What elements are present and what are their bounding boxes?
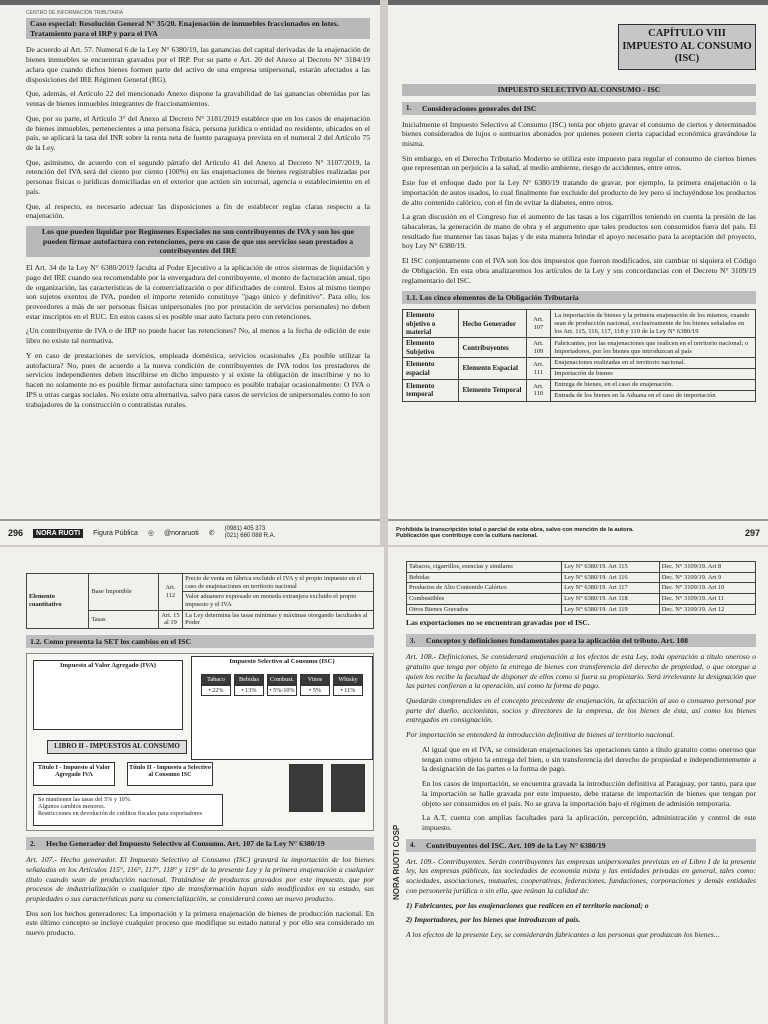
rate-col	[333, 674, 363, 696]
table-row	[403, 338, 756, 358]
section-number: 3.	[410, 636, 416, 645]
table-cell: Tasas	[89, 610, 158, 628]
section-heading	[406, 839, 756, 852]
page-297	[388, 0, 768, 545]
footer-notice	[396, 527, 634, 540]
taxed-goods-table	[406, 561, 756, 615]
rate-value: • 13%	[234, 685, 264, 696]
table-cell: Dec. N° 3109/19. Art 10	[659, 583, 755, 594]
case-title: Caso especial: Resolución General N° 35/20. Enajenación de inmuebles fraccionados en lotes. Tratamiento para el IRP y para el IVA	[26, 18, 370, 39]
table-cell: La Ley determina las tasas mínimas y máximas otorgando facultades al Poder	[183, 610, 374, 628]
table-cell: Dec. N° 3109/19. Art 9	[659, 572, 755, 583]
table-cell: Art. 107	[526, 310, 551, 338]
table-cell: Ley N° 6380/19. Art 117	[562, 583, 660, 594]
paragraph: Que, por su parte, el Artículo 3° del Anexo al Decreto N° 3181/2019 establece que en los casos de enajenación de bienes inmuebles, pertenecientes a una persona física, persona jurídica o entidad no residente, ubicados en el país, se aplicará la tasa del INR sobre la renta neta de fuente paraguaya prevista en el numeral 2 del Artículo 75 de la Ley.	[26, 113, 370, 152]
table-cell: La importación de bienes y la primera enajenación de los mismos, cuando sean de producción nacional, exclusivamente de los bienes señalados en los Art. 115, 116, 117, 118 y 119 de la Ley N° 6380/19	[551, 310, 756, 338]
table-cell: Importación de bienes	[551, 369, 756, 380]
rate-col-label: Tabaco	[201, 674, 231, 685]
list-item: 1) Fabricantes, por las enajenaciones que realicen en el territorio nacional; o	[406, 900, 649, 910]
page-296	[0, 0, 380, 545]
section-number: 4.	[410, 841, 416, 850]
rate-col-label: Bebidas	[234, 674, 264, 685]
side-watermark: NORA RUOTI COSP	[392, 824, 401, 900]
notice-line: Publicación que contribuye con la cultura nacional.	[396, 533, 538, 539]
chapter-title: IMPUESTO AL CONSUMO (ISC)	[622, 40, 752, 65]
page-number: 296	[8, 528, 24, 538]
table-cell: Art. 111	[526, 358, 551, 380]
rate-col-label: Vinos	[300, 674, 330, 685]
page-bottom-left	[0, 547, 384, 1024]
article-text: A los efectos de la presente Ley, se considerarán fabricantes a las personas que produzcan los bienes...	[406, 929, 720, 939]
whatsapp-icon: ✆	[208, 530, 215, 537]
table-row	[407, 594, 756, 605]
rate-col	[201, 674, 231, 696]
section-title: Consideraciones generales del ISC	[422, 103, 537, 113]
table-row	[407, 562, 756, 573]
chapter-box	[618, 24, 756, 70]
rate-value: • 5%-10%	[267, 685, 297, 696]
paragraph: Y en caso de prestaciones de servicios, empleada doméstica, servicios ocasionales ¿Es posible utilizar la autofactura? No, pues de acuerdo a la nueva condición de contribuyentes de IVA todos los prestadores de servicios independientes deben inscribirse en dicho impuesto y si existe la obligación de inscribirse y no lo hacen no solamente no es posible firmar autofactura sino tampoco es posible trabajar ocasionalmente: O IVA o IPS u otras cargas sociales. No existe otra alternativa, salvo para casos de servicios de unipersonales como lo son trabajadores de la construcción o contratistas rurales.	[26, 350, 370, 409]
brand-sub: Figura Pública	[93, 529, 138, 537]
elements-table	[402, 309, 756, 402]
section-number: 2.	[30, 839, 36, 848]
paragraph: En los casos de importación, se encuentra gravada la introducción definitiva al Paraguay, por tanto, para que la importación se halle gravada por este impuesto, debe tratarse de importación de bienes que tengan por objeto ser consumidos en el país. No se grava la importación bajo el régimen de admisión temporaria.	[422, 779, 756, 808]
table-row	[403, 380, 756, 391]
table-cell: Elemento Espacial	[459, 358, 526, 380]
phones	[225, 526, 276, 539]
social-handle: @noraruoti	[163, 529, 199, 537]
paragraph: El Art. 34 de la Ley N° 6380/2019 faculta al Poder Ejecutivo a la aplicación de otros sistemas de liquidación y pago del IRE cuando sea recomendable por la envergadura del contribuyente, el monto de facturación anual, tipo de organización, las características de la comercialización o por dificultades de control. Estos al mismo tiempo son sujetos exentos de IVA, pueden el importe retenido constituye "pago único y definitivo". Para ello, los proveedores a más de ser personas físicas unipersonales (no por prestación de servicios personales) no deben estar inscriptos en el RUC. En estos casos sí es posible usar auto factura pero con retenciones.	[26, 263, 370, 321]
notice-line: Prohibida la transcripción total o parcial de esta obra, salvo con mención de la autora.	[396, 526, 634, 533]
section-title: Conceptos y definiciones fundamentales para la aplicación del tributo. Art. 108	[426, 636, 689, 646]
instagram-icon: ◎	[147, 530, 154, 537]
section-title: 1.1. Los cinco elementos de la Obligación Tributaria	[406, 293, 579, 303]
paragraph: Inicialmente el Impuesto Selectivo al Consumo (ISC) tenía por objeto gravar el consumo de ciertos y determinados bienes considerados de lujos o suntuarios abonados por quienes poseen cierta capacidad económica gravándose la misma.	[402, 119, 756, 148]
table-cell: Elemento cuantitativo	[27, 574, 89, 629]
book-cover-image	[289, 764, 323, 812]
notes-box	[33, 794, 223, 826]
page-number: 297	[744, 528, 760, 538]
article-text: Art. 107.- Hecho generador. El Impuesto Selectivo al Consumo (ISC) gravará la importación de los bienes señalados en los Artículos 115°, 116°, 117°, 118° y 119° de la presente Ley y la primera enajenación a cualquier título cuando sean de producción nacional. Tratándose de productos gravados por este impuesto, que por procesos de industrialización o cualquier tipo de transformación hayan sido modificados en su estado, sus propiedades o sus características para su comercialización, se considerará como un nuevo producto.	[26, 855, 374, 903]
section-band: IMPUESTO SELECTIVO AL CONSUMO - ISC	[402, 84, 756, 96]
page-bottom-right	[388, 547, 768, 1024]
table-cell: Productos de Alto Contenido Calórico	[407, 583, 562, 594]
page-footer	[0, 519, 380, 545]
table-cell: Ley N° 6380/19. Art 119	[562, 604, 660, 615]
table-cell: Precio de venta en fábrica excluido el IVA y el propio impuesto en el caso de enajenaciones en territorio nacional	[183, 574, 374, 592]
page-footer	[388, 519, 768, 545]
table-cell: Ley N° 6380/19. Art 118	[562, 594, 660, 605]
table-cell: Elemento Temporal	[459, 380, 526, 402]
subsection-heading	[402, 291, 756, 304]
table-cell: Dec. N° 3109/19. Art 8	[659, 562, 755, 573]
table-cell: Entrega de bienes, en el caso de enajenación.	[551, 380, 756, 391]
table-cell: Contribuyentes	[459, 338, 526, 358]
section-heading	[402, 102, 756, 115]
rate-col-label: Whisky	[333, 674, 363, 685]
paragraph: Que, asimismo, de acuerdo con el segundo párrafo del Artículo 41 del Anexo al Decreto N° 3107/2019, la retención del IVA será del ciento por ciento (100%) en las enajenaciones de bienes registrables realizadas por personas físicas o jurídicas domiciliadas en el exterior que actúen sin sucursal, agencia o establecimiento en el país.	[26, 157, 370, 196]
section-title: 1.2. Como presenta la SET los cambios en el ISC	[30, 637, 192, 647]
section-title: Hecho Generador del Impuesto Selectivo al Consumo. Art. 107 de la Ley N° 6380/19	[46, 839, 325, 849]
table-cell: Art. 15 al 19	[158, 610, 182, 628]
table-cell: Entrada de los bienes en la Aduana en el caso de importación	[551, 390, 756, 401]
section-heading	[26, 837, 374, 850]
slide-title: Impuesto Selectivo al Consumo (ISC)	[229, 658, 335, 666]
phone: (021) 660 088 R.A.	[224, 533, 276, 539]
table-cell: Base Imponible	[89, 574, 158, 611]
table-cell: Art. 109	[526, 338, 551, 358]
table-cell: Fabricantes, por las enajenaciones que realicen en el territorio nacional; o Importadores, por los bienes que introduzcan al país	[551, 338, 756, 358]
section-title: Contribuyentes del ISC. Art. 109 de la Ley N° 6380/19	[426, 840, 606, 850]
note-line: Restricciones en devolución de créditos fiscales para exportadores	[38, 810, 203, 818]
table-cell: Elemento espacial	[403, 358, 459, 380]
table-cell: Bebidas	[407, 572, 562, 583]
rate-col	[300, 674, 330, 696]
title-ii-box: Título II - Impuesto a Selectivo al Consumo ISC	[127, 762, 213, 786]
paragraph: Sin embargo, en el Derecho Tributario Moderno se utiliza este impuesto para regular el consumo de ciertos bienes que representan un perjuicio a la salud, al medio ambiente, riesgo de accidentes, entre otros.	[402, 153, 756, 173]
slide-title: Impuesto al Valor Agregado (IVA)	[60, 662, 156, 670]
table-cell: Hecho Generador	[459, 310, 526, 338]
quant-table	[26, 573, 374, 629]
table-cell: Otros Bienes Gravados	[407, 604, 562, 615]
table-cell: Ley N° 6380/19. Art 115	[562, 562, 660, 573]
book-cover-image	[331, 764, 365, 812]
rate-value: • 11%	[333, 685, 363, 696]
article-text: Art. 109.- Contribuyentes. Serán contribuyentes las empresas unipersonales previstas en el Libro I de la presente ley, las empresas públicas, las sociedades de economía mixta y las entidades privadas en general, tales como: sociedades, asociaciones, mutuales, cooperativas, federaciones, fundaciones, corporaciones y demás entidades con personería jurídica o sin ella, que reúnan la calidad de:	[406, 856, 756, 895]
table-row	[403, 358, 756, 369]
rate-value: • 22%	[201, 685, 231, 696]
paragraph: Al igual que en el IVA, se consideran enajenaciones las operaciones tanto a título gratuito como oneroso que tengan como objeto la entrega del bien, o sin transferencia del derecho de propiedad e independientemente a la designación de las partes o la forma de pago.	[422, 744, 756, 774]
table-cell: Elemento Subjetivo	[403, 338, 459, 358]
page-top-band	[0, 0, 380, 5]
article-text: Quedarán comprendidas en el concepto precedente de enajenación, la afectación al uso o consumo personal por parte del dueño, accionistas, socios y directores de la empresa, de los bienes de ésta, así como los bienes entregados en consignación.	[406, 696, 756, 725]
page-top-band	[388, 0, 768, 5]
note-line: Se mantienen las tasas del 5% y 10%.	[38, 796, 132, 804]
table-cell: Dec. N° 3109/19. Art 11	[659, 594, 755, 605]
table-cell: Dec. N° 3109/19. Art 12	[659, 604, 755, 615]
table-cell: Tabacos, cigarrillos, esencias y similares	[407, 562, 562, 573]
paragraph: Que, además, el Artículo 22 del mencionado Anexo dispone la gravabilidad de las ganancias obtenidas por las ventas de bienes inmuebles integrantes de fraccionamientos.	[26, 89, 370, 109]
table-cell: Elemento objetivo o material	[403, 310, 459, 338]
table-cell: Art. 112	[158, 574, 182, 611]
paragraph: La gran discusión en el Congreso fue el aumento de las tasas a los cigarrillos teniendo en cuenta la presión de las tabacaleras, la generación de mano de obra y el argumento que tales productos son consumidos fuera del país. El resultado fue mantener las tasas bajas y de esta manera brindar el apoyo necesario para la aceptación del proyecto, hoy Ley N° 6380/19.	[402, 212, 756, 251]
rate-columns	[193, 674, 371, 696]
section-number: 1.	[406, 104, 412, 113]
iva-slide	[33, 660, 183, 730]
subsection-heading	[26, 635, 374, 648]
table-cell: Art. 110	[526, 380, 551, 402]
title-i-box: Título I - Impuesto al Valor Agregado IVA	[33, 762, 115, 786]
table-cell: Elemento temporal	[403, 380, 459, 402]
paragraph: De acuerdo al Art. 57. Numeral 6 de la Ley N° 6380/19, las ganancias del capital derivadas de la enajenación de bienes inmuebles se encuentran gravados por el IRP. Por su parte e Art. 20 del Anexo al Decreto N° 3184/19 aclara que cuando dichos bienes formen parte del activo de una empresa unipersonal, estarán afectados a las disposiciones del IRE Régimen General (RG).	[26, 45, 370, 84]
paragraph: El ISC conjuntamente con el IVA son los dos impuestos que fueron modificados, sin cambiar ni siquiera el Código de Obligación. En esta obra analizaremos los artículos de la Ley y sus concordancias con el Decreto N° 3109/19 reglamentario del ISC.	[402, 256, 756, 285]
paragraph: ¿Un contribuyente de IVA o de IRP no puede hacer las retenciones? No, al menos a la fecha de edición de este libro no existe tal normativa.	[26, 326, 370, 346]
list-item: 2) Importadores, por los bienes que introduzcan al país.	[406, 915, 581, 925]
section-heading	[406, 634, 756, 647]
table-row	[403, 310, 756, 338]
table-row	[407, 583, 756, 594]
highlight-box: Los que pueden liquidar por Regímenes Especiales no son contribuyentes de IVA y son los que pueden firmar autofactura con retenciones, pero en caso de que sus servicios sean prestados a contribuyentes del IRE	[26, 226, 370, 257]
set-diagram	[26, 653, 374, 831]
table-cell: Combustibles	[407, 594, 562, 605]
chapter-number: CAPÍTULO VIII	[648, 28, 726, 39]
phone: (0981) 405 373	[224, 526, 266, 533]
paragraph: Dos son los hechos generadores: La importación y la primera enajenación de bienes de producción nacional. En este último concepto se incluye cualquier proceso que modifique su estado natural y por ello sea considerado un nuevo producto.	[26, 908, 374, 938]
rate-col	[234, 674, 264, 696]
article-text: Art. 108.- Definiciones. Se considerará enajenación a los efectos de esta Ley, toda operación a título oneroso o gratuito que tenga por objeto la entrega de bienes con transferencia del derecho de propiedad, o que otorgue a quien los recibe la facultad de disponer de ellos como si fuera su propietario. Será irrelevante la designación que las partes confieran a la operación, así como la forma de pago.	[406, 652, 756, 691]
paragraph: Que, al respecto, es necesario adecuar las disposiciones a fin de establecer reglas claras respecto a la enajenación.	[26, 201, 370, 221]
rate-col-label: Combust.	[267, 674, 297, 685]
rate-value: • 5%	[300, 685, 330, 696]
book-label: LIBRO II - IMPUESTOS AL CONSUMO	[47, 740, 187, 754]
exports-note: Las exportaciones no se encuentran gravadas por el ISC.	[406, 618, 590, 628]
table-row	[27, 574, 374, 592]
running-head: CENTRO DE INFORMACIÓN TRIBUTARIA	[26, 10, 124, 16]
paragraph: Este fue el enfoque dado por la Ley N° 6380/19 tratando de gravar, por ejemplo, la primera enajenación o la importación de autos usados, lo cual finalmente fue excluido del producto de ley pero sí incluyéndose los productos de alto contenido calórico, con el fin de evitar la diabetes, entre otros.	[402, 178, 756, 207]
article-text: Por importación se entenderá la introducción definitiva de bienes al territorio nacional.	[406, 730, 675, 740]
paragraph: La A.T, cuenta con amplias facultades para la aplicación, percepción, administración y control de este impuesto.	[422, 813, 756, 832]
brand-logo: NORA RUOTI	[33, 529, 83, 538]
rate-col	[267, 674, 297, 696]
isc-slide	[191, 656, 373, 760]
table-row	[407, 604, 756, 615]
table-cell: Ley N° 6380/19. Art 116	[562, 572, 660, 583]
table-cell: Enajenaciones realizadas en el territorio nacional.	[551, 358, 756, 369]
table-cell: Valor aduanero expresado en moneda extranjera excluido el propio impuesto y el IVA	[183, 592, 374, 610]
table-row	[407, 572, 756, 583]
note-line: Algunos cambios menores.	[38, 803, 106, 811]
